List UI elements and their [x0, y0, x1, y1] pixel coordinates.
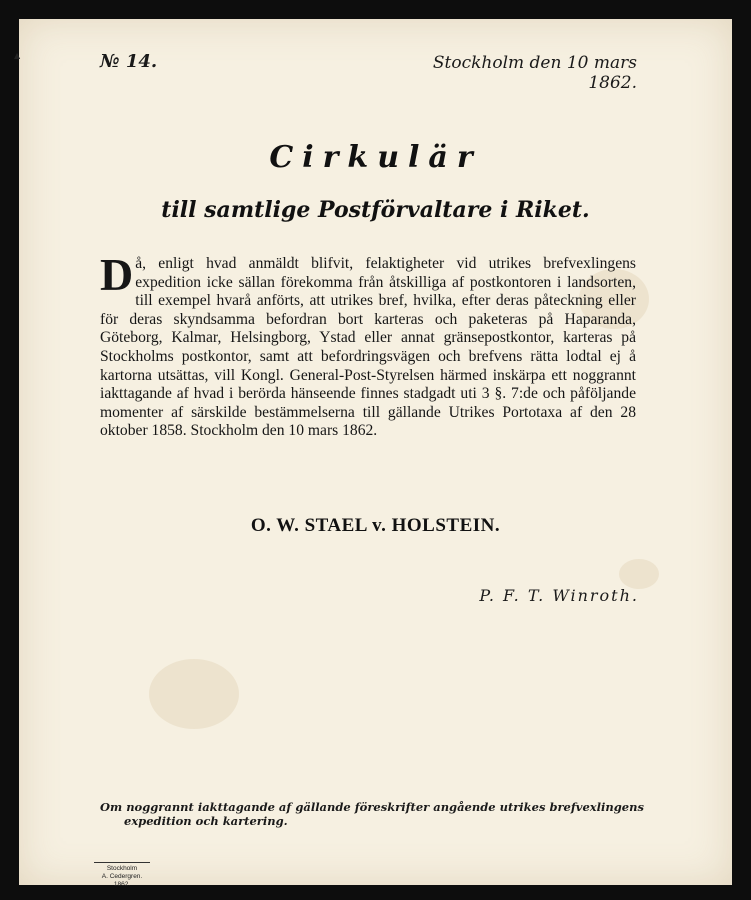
printer-year: 1862. [113, 881, 131, 888]
date-line: Stockholm den 10 mars 1862. [432, 53, 637, 93]
margin-mark: ▲ [14, 51, 21, 60]
signature: O. W. STAEL v. HOLSTEIN. [250, 515, 501, 536]
body-text: å, enligt hvad anmäldt blifvit, felaktigheter vid utrikes brefvexlingens expedition icke sällan förekomma från åtskilliga af postkontoren i landsorten, till exempel hvarå anförts, att utrikes bref, hvilka, efter deras påteckning eller för deras skyndsamma befordran bort karteras och paketeras på Haparanda, Göteborg, Kalmar, Helsingborg, Ystad eller annat gränsepostkontor, karteras på Stockholms postkontor, samt att befordringsvägen och brefvens rätta lodtal ej å kartorna utsättas, vill Kongl. General-Post-Styrelsen härmed inskärpa ett noggrannt iakttagande af hvad i berörda hänseende finnes stadgadt uti 3 §. 7:de och påföljande momenter af särskilde bestämmelserna till gällande Utrikes Portotaxa af den 28 oktober 1858. Stockholm den 10 mars 1862. [100, 255, 636, 440]
dropcap: D [100, 249, 134, 300]
footer-note [100, 800, 660, 828]
footer-line-1: Om noggrannt iakttagande af gällande föreskrifter angående utrikes brefvexlingens [100, 800, 644, 814]
countersignature: P. F. T. Winroth. [479, 586, 639, 605]
page-title: Cirkulär [269, 140, 482, 175]
printer-name: A. Cedergren. [101, 873, 143, 880]
paper-stain [149, 659, 239, 729]
paper-stain [619, 559, 659, 589]
page-subtitle: till samtlige Postförvaltare i Riket. [161, 197, 590, 223]
footer-line-2: expedition och kartering. [124, 814, 288, 828]
document-sheet [19, 19, 732, 888]
printer-city: Stockholm [106, 865, 138, 872]
body-paragraph [100, 249, 636, 441]
circular-number: № 14. [100, 51, 158, 72]
printer-imprint [94, 862, 150, 889]
